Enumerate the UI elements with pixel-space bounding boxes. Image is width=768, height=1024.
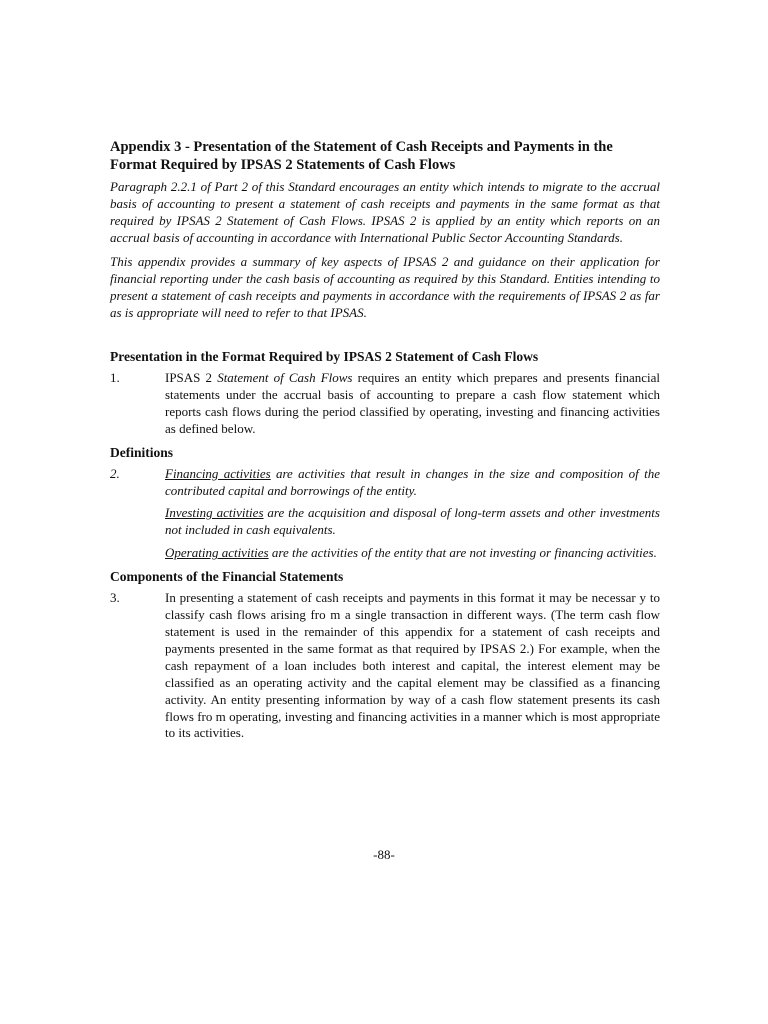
- paragraph-rest: requires an entity which prepares and presents financial statements under the accrual basis of accounting to prepare a cash flow statement which reports cash flows during the period classified by operating, investing and financing activities as defined below.: [165, 370, 660, 436]
- paragraph-1: [110, 370, 660, 438]
- appendix-title: Appendix 3 - Presentation of the Statement of Cash Receipts and Payments in the Format Required by IPSAS 2 Statements of Cash Flows: [110, 139, 613, 173]
- definition-term: Financing activities: [165, 465, 271, 481]
- paragraph-prefix: IPSAS 2: [165, 370, 218, 385]
- paragraph-body: In presenting a statement of cash receipts and payments in this format it may be necessar y to classify cash flows arising fro m a single transaction in different ways. (The term cash flow statement is used in the remainder of this appendix for a statement of cash receipts and payments presented in the same format as that required by IPSAS 2.) For example, when the cash repayment of a loan includes both interest and capital, the interest element may be classified as an operating activity and the capital element may be classified as a financing activity. An entity presenting information by way of a cash flow statement presents its cash flows fro m operating, investing and financing activities in a manner which is most appropriate to its activities.: [165, 590, 660, 741]
- paragraph-number: 3.: [110, 590, 120, 606]
- definition-text: [165, 466, 660, 500]
- definition-operating: [165, 545, 660, 562]
- paragraph-body: [165, 370, 660, 438]
- intro-paragraph-1: Paragraph 2.2.1 of Part 2 of this Standard encourages an entity which intends to migrate to the accrual basis of accounting to present a statement of cash receipts and payments in the same format as that required by IPSAS 2 Statement of Cash Flows. IPSAS 2 is applied by an entity which reports on an accrual basis of accounting in accordance with International Public Sector Accounting Standards.: [110, 179, 660, 245]
- standard-title: Statement of Cash Flows: [217, 370, 353, 385]
- definition-description: are the acquisition and disposal of long-term assets and other investments not included in cash equivalents.: [165, 505, 660, 538]
- paragraph-number: 1.: [110, 370, 120, 385]
- definition-term: Operating activities: [165, 545, 269, 561]
- section-heading-presentation: Presentation in the Format Required by IPSAS 2 Statement of Cash Flows: [110, 349, 539, 364]
- paragraph-number: 2.: [110, 465, 120, 481]
- section-heading-definitions: Definitions: [110, 444, 174, 460]
- document-page: [110, 138, 660, 746]
- intro-paragraph-2: This appendix provides a summary of key aspects of IPSAS 2 and guidance on their application for financial reporting under the cash basis of accounting as required by this Standard. Entities intending to present a statement of cash receipts and payments in accordance with the requirements of IPSAS 2 as far as is appropriate will need to refer to that IPSAS.: [110, 254, 660, 320]
- definition-term: Investing activities: [165, 505, 264, 521]
- definition-description: are the activities of the entity that are not investing or financing activities.: [268, 545, 657, 561]
- page-number: -88-: [373, 847, 395, 862]
- definition-description: are activities that result in changes in the size and composition of the contributed capital and borrowings of the entity.: [165, 465, 660, 498]
- definition-investing: [165, 505, 660, 539]
- section-heading-components: Components of the Financial Statements: [110, 569, 344, 585]
- paragraph-3: [110, 590, 660, 742]
- definition-financing: [110, 466, 660, 500]
